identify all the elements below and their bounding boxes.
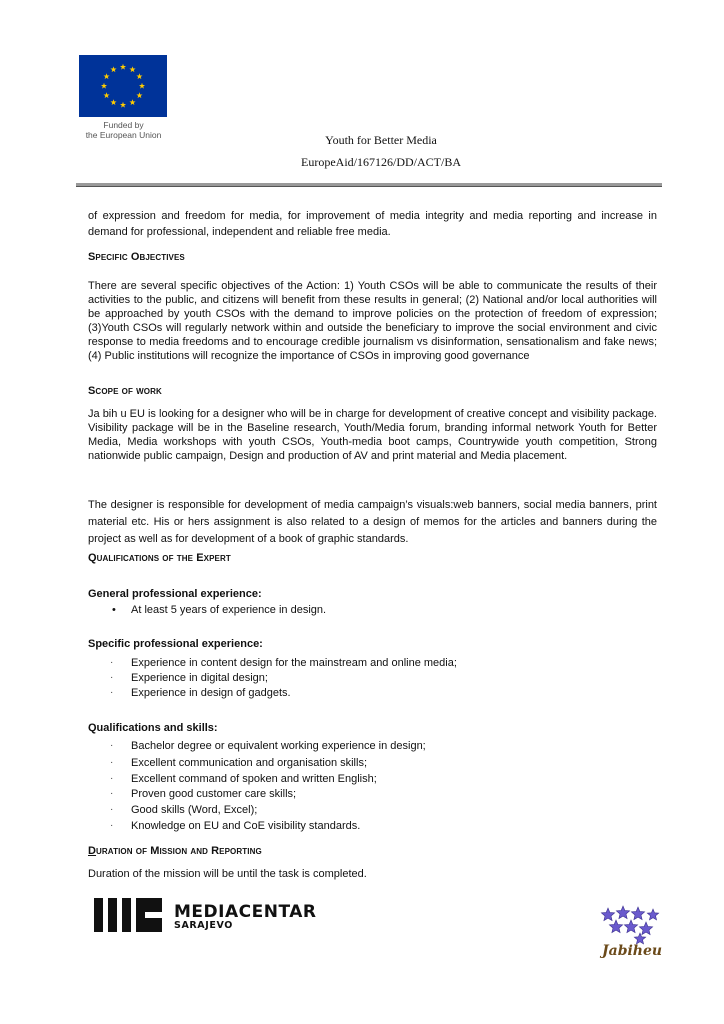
general-experience-heading: General professional experience: [88,588,262,600]
bullet-icon: · [110,757,114,768]
eu-star-icon [136,92,142,98]
specific-item: Experience in design of gadgets. [131,687,291,699]
eu-star-icon [104,73,110,79]
project-title: Youth for Better Media [325,133,437,147]
eu-star-icon [129,99,135,105]
specific-item: Experience in digital design; [131,672,268,684]
specific-item: Experience in content design for the mainstream and online media; [131,657,457,669]
skills-heading: Qualifications and skills: [88,722,218,734]
eu-star-icon [110,66,116,72]
eu-caption-line2: the European Union [85,130,162,140]
eu-star-icon [120,102,126,108]
mediacentar-city: SARAJEVO [174,920,233,931]
jabiheu-star-icon [639,922,652,935]
mediacentar-mark-icon [94,898,170,932]
mediacentar-logo [94,896,317,936]
skills-item: Proven good customer care skills; [131,788,297,800]
eu-star-icon [101,83,107,89]
bullet-icon: · [110,820,114,831]
eu-flag-icon [79,55,167,117]
scope-of-work-heading: Scope of work [88,385,162,397]
duration-paragraph: Duration of the mission will be until the task is completed. [88,868,367,880]
eu-star-icon [110,99,116,105]
bullet-icon: · [110,773,114,784]
eu-star-icon [139,83,145,89]
duration-heading-initial: D [88,845,97,857]
bullet-icon: · [110,657,114,668]
intro-paragraph: of expression and freedom for media, for improvement of media integrity and media reporting and increase in demand for professional, independent and reliable free media. [88,210,657,238]
general-item: At least 5 years of experience in design. [131,604,327,616]
bullet-icon: · [110,672,114,683]
qualifications-heading: Qualifications of the Expert [88,552,231,564]
jabiheu-star-icon [609,920,622,933]
jabiheu-star-icon [601,908,614,921]
jabiheu-stars-icon [598,905,664,945]
jabiheu-star-icon [624,920,637,933]
duration-heading-rest: uration of Mission and Reporting [96,845,262,857]
scope-paragraph-1: Ja bih u EU is looking for a designer who will be in charge for development of creative concept and visibility package. Visibility package will be in the Baseline research, Youth/Media forum, branding informal network Youth for Better Media, Media workshops with youth CSOs, Youth-media boot camps, Countrywide youth competition, Strong nationwide public campaign, Design and production of AV and print material and Media placement. [88,408,657,462]
jabiheu-star-icon [647,909,658,920]
eu-star-icon [129,66,135,72]
bullet-icon: · [110,740,114,751]
skills-item: Good skills (Word, Excel); [131,804,258,816]
skills-item: Knowledge on EU and CoE visibility standards. [131,820,361,832]
jabiheu-star-icon [616,906,629,919]
eu-star-icon [120,64,126,70]
bullet-icon: · [110,804,114,815]
mediacentar-name: MEDIACENTAR [174,902,317,922]
project-reference: EuropeAid/167126/DD/ACT/BA [301,155,461,169]
bullet-icon: • [112,604,116,616]
jabiheu-logo [598,905,664,965]
scope-paragraph-2: The designer is responsible for development of media campaign’s visuals:web banners, social media banners, print material etc. His or hers assignment is also related to a design of memos for the articles and banners during the project as well as for development of a book of graphic standards. [88,499,657,545]
eu-logo [76,55,171,145]
skills-item: Bachelor degree or equivalent working experience in design; [131,740,426,752]
jabiheu-star-icon [631,907,644,920]
specific-objectives-heading: Specific Objectives [88,251,185,263]
header-divider [76,183,662,187]
skills-item: Excellent command of spoken and written English; [131,773,377,785]
jabiheu-name: Jabiheu [602,943,663,959]
duration-heading [88,845,262,857]
skills-item: Excellent communication and organisation skills; [131,757,368,769]
eu-star-icon [136,73,142,79]
eu-star-icon [104,92,110,98]
bullet-icon: · [110,788,114,799]
eu-caption-line1: Funded by [103,120,144,130]
bullet-icon: · [110,687,114,698]
specific-objectives-paragraph: There are several specific objectives of the Action: 1) Youth CSOs will be able to communicate the results of their activities to the public, and citizens will benefit from these results in general; (2) National and/or local authorities will be approached by youth CSOs with the demand to improve policies on the protection of freedom of expression; (3)Youth CSOs will regularly network within and outside the beneficiary to improve the social environment and civic response to media freedoms and to encourage credible journalism vs disinformation, sensationalism and fake news; (4) Public institutions will recognize the importance of CSOs in improving good governance [88,280,657,362]
specific-experience-heading: Specific professional experience: [88,638,263,650]
